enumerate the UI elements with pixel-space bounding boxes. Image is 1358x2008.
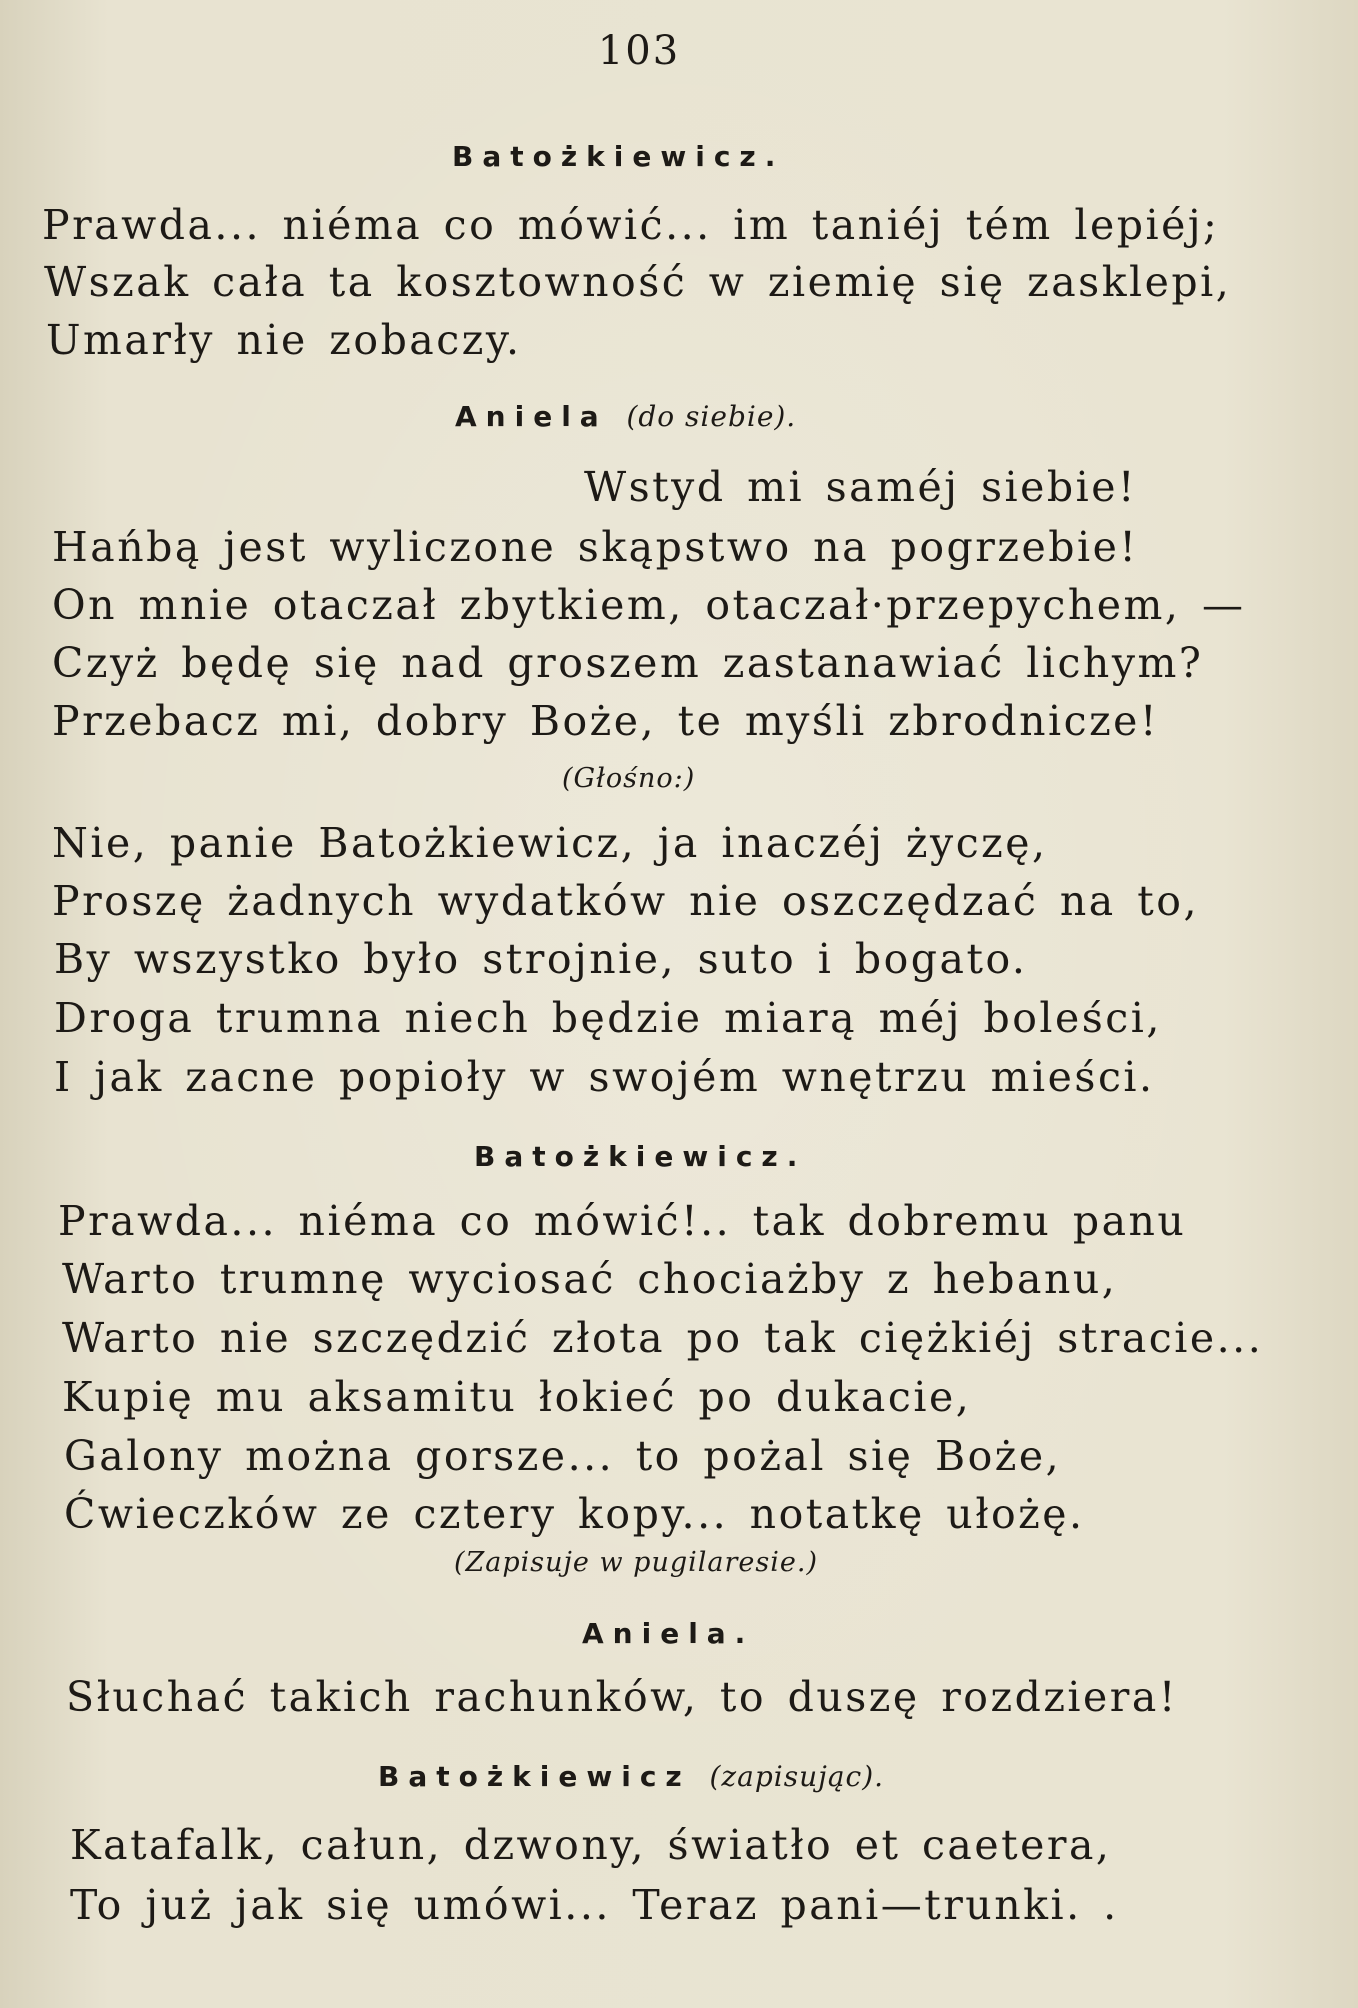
speaker-name: Aniela. [582,1617,755,1650]
verse-line: Czyż będę się nad groszem zastanawiać lichym? [52,639,1204,687]
verse-line: Słuchać takich rachunków, to duszę rozdziera! [66,1673,1178,1721]
verse-line: Prawda... niéma co mówić!.. tak dobremu panu [58,1197,1187,1245]
verse-line: Kupię mu aksamitu łokieć po dukacie, [62,1373,972,1421]
verse-line: By wszystko było strojnie, suto i bogato. [54,935,1028,983]
speaker-heading [474,1140,806,1173]
stage-direction: (Głośno:) [562,763,696,794]
verse-line: Nie, panie Batożkiewicz, ja inaczéj życzę, [52,819,1048,867]
speaker-name: Batożkiewicz. [474,1140,807,1173]
verse-line: Umarły nie zobaczy. [46,316,522,364]
verse-line: Proszę żadnych wydatków nie oszczędzać na to, [52,877,1199,925]
verse-line: Katafalk, całun, dzwony, światło et caetera, [70,1821,1112,1869]
verse-line: Przebacz mi, dobry Boże, te myśli zbrodnicze! [52,697,1159,745]
speaker-heading [582,1617,754,1650]
verse-line: Droga trumna niech będzie miarą méj boleści, [54,994,1162,1042]
verse-line: To już jak się umówi... Teraz pani—trunki. . [70,1881,1119,1929]
verse-line: On mnie otaczał zbytkiem, otaczał·przepychem, — [52,581,1246,629]
speaker-name: Aniela [455,400,608,433]
speaker-heading [378,1760,884,1793]
verse-line: I jak zacne popioły w swojém wnętrzu mieści. [54,1053,1155,1101]
speaker-heading [455,400,796,433]
speaker-name: Batożkiewicz. [452,140,785,173]
verse-line: Galony można gorsze... to pożal się Boże, [64,1432,1062,1480]
speaker-heading [452,140,784,173]
stage-direction: (zapisując). [709,1760,885,1793]
stage-direction: (do siebie). [626,400,797,433]
verse-line: Ćwieczków ze cztery kopy... notatkę ułożę. [64,1490,1085,1538]
speaker-name: Batożkiewicz [378,1760,691,1793]
verse-line: Wstyd mi saméj siebie! [584,463,1138,511]
verse-line: Prawda... niéma co mówić... im taniéj tém lepiéj; [42,201,1220,249]
page-number: 103 [597,28,681,74]
verse-line: Warto trumnę wyciosać chociażby z hebanu, [62,1255,1118,1303]
verse-line: Warto nie szczędzić złota po tak ciężkiéj stracie... [62,1314,1264,1362]
stage-direction: (Zapisuje w pugilaresie.) [454,1547,818,1578]
verse-line: Wszak cała ta kosztowność w ziemię się zasklepi, [44,258,1232,306]
verse-line: Hańbą jest wyliczone skąpstwo na pogrzebie! [52,523,1139,571]
